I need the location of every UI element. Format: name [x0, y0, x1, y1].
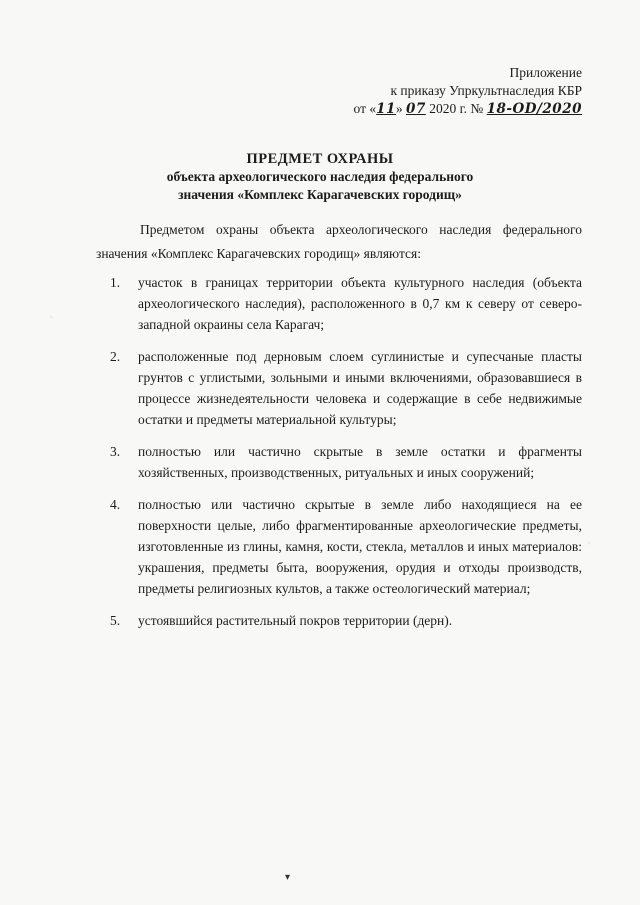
list-item-text: расположенные под дерновым слоем суглинистые и супесчаные пласты грунтов с углистыми, зольными и иными включениями, образовавшиеся в процессе жизнедеятельности человека и содержащие в себе недвижимые остатки и предметы материальной культуры; [138, 349, 582, 427]
order-number: 18-OD/2020 [486, 101, 582, 117]
title-subtitle-line1: объекта археологического наследия федерального [166, 169, 474, 184]
date-day: 11 [376, 101, 396, 117]
title-main: ПРЕДМЕТ ОХРАНЫ [246, 151, 394, 167]
order-date-line [262, 100, 582, 118]
list-item-number: 3. [110, 444, 121, 459]
list-item-number: 4. [110, 497, 121, 512]
list-item [96, 346, 582, 430]
scan-speck-icon: ▾ [285, 872, 291, 883]
title-subtitle-line2: значения «Комплекс Карагачевских городищ» [178, 187, 462, 202]
intro-paragraph: Предметом охраны объекта археологического наследия федерального значения «Комплекс Карагачевских городищ» являются: [96, 222, 582, 261]
date-month: 07 [406, 101, 426, 117]
list-item [96, 441, 582, 483]
date-prefix: от « [353, 101, 377, 116]
list-item-text: участок в границах территории объекта культурного наследия (объекта археологического наследия), расположенного в 0,7 км к северу от северо-западной окраины села Карагач; [138, 275, 582, 332]
list-item-number: 5. [110, 613, 121, 628]
date-separator: » [395, 101, 407, 116]
list-item-number: 1. [110, 275, 121, 290]
appendix-header [262, 64, 582, 118]
date-year: 2020 г. № [425, 101, 487, 116]
list-item [96, 272, 582, 335]
list-item-text: полностью или частично скрытые в земле либо находящиеся на ее поверхности целые, либо фрагментированные археологические предметы, изготовленные из глины, камня, кости, стекла, металлов и иных материалов: украшения, предметы быта, вооружения, орудия и отходы производств, предметы религиозных культов, а также остеологический материал; [138, 497, 582, 596]
list-item [96, 494, 582, 599]
list-item [96, 610, 582, 631]
order-reference: к приказу Упркультнаследия КБР [390, 83, 582, 98]
document-title [0, 150, 640, 204]
list-item-text: полностью или частично скрытые в земле остатки и фрагменты хозяйственных, производственных, ритуальных и иных сооружений; [138, 444, 582, 480]
list-item-number: 2. [110, 349, 121, 364]
list-item-text: устоявшийся растительный покров территории (дерн). [138, 613, 453, 628]
protection-items-list [96, 272, 582, 642]
appendix-label: Приложение [509, 65, 582, 80]
